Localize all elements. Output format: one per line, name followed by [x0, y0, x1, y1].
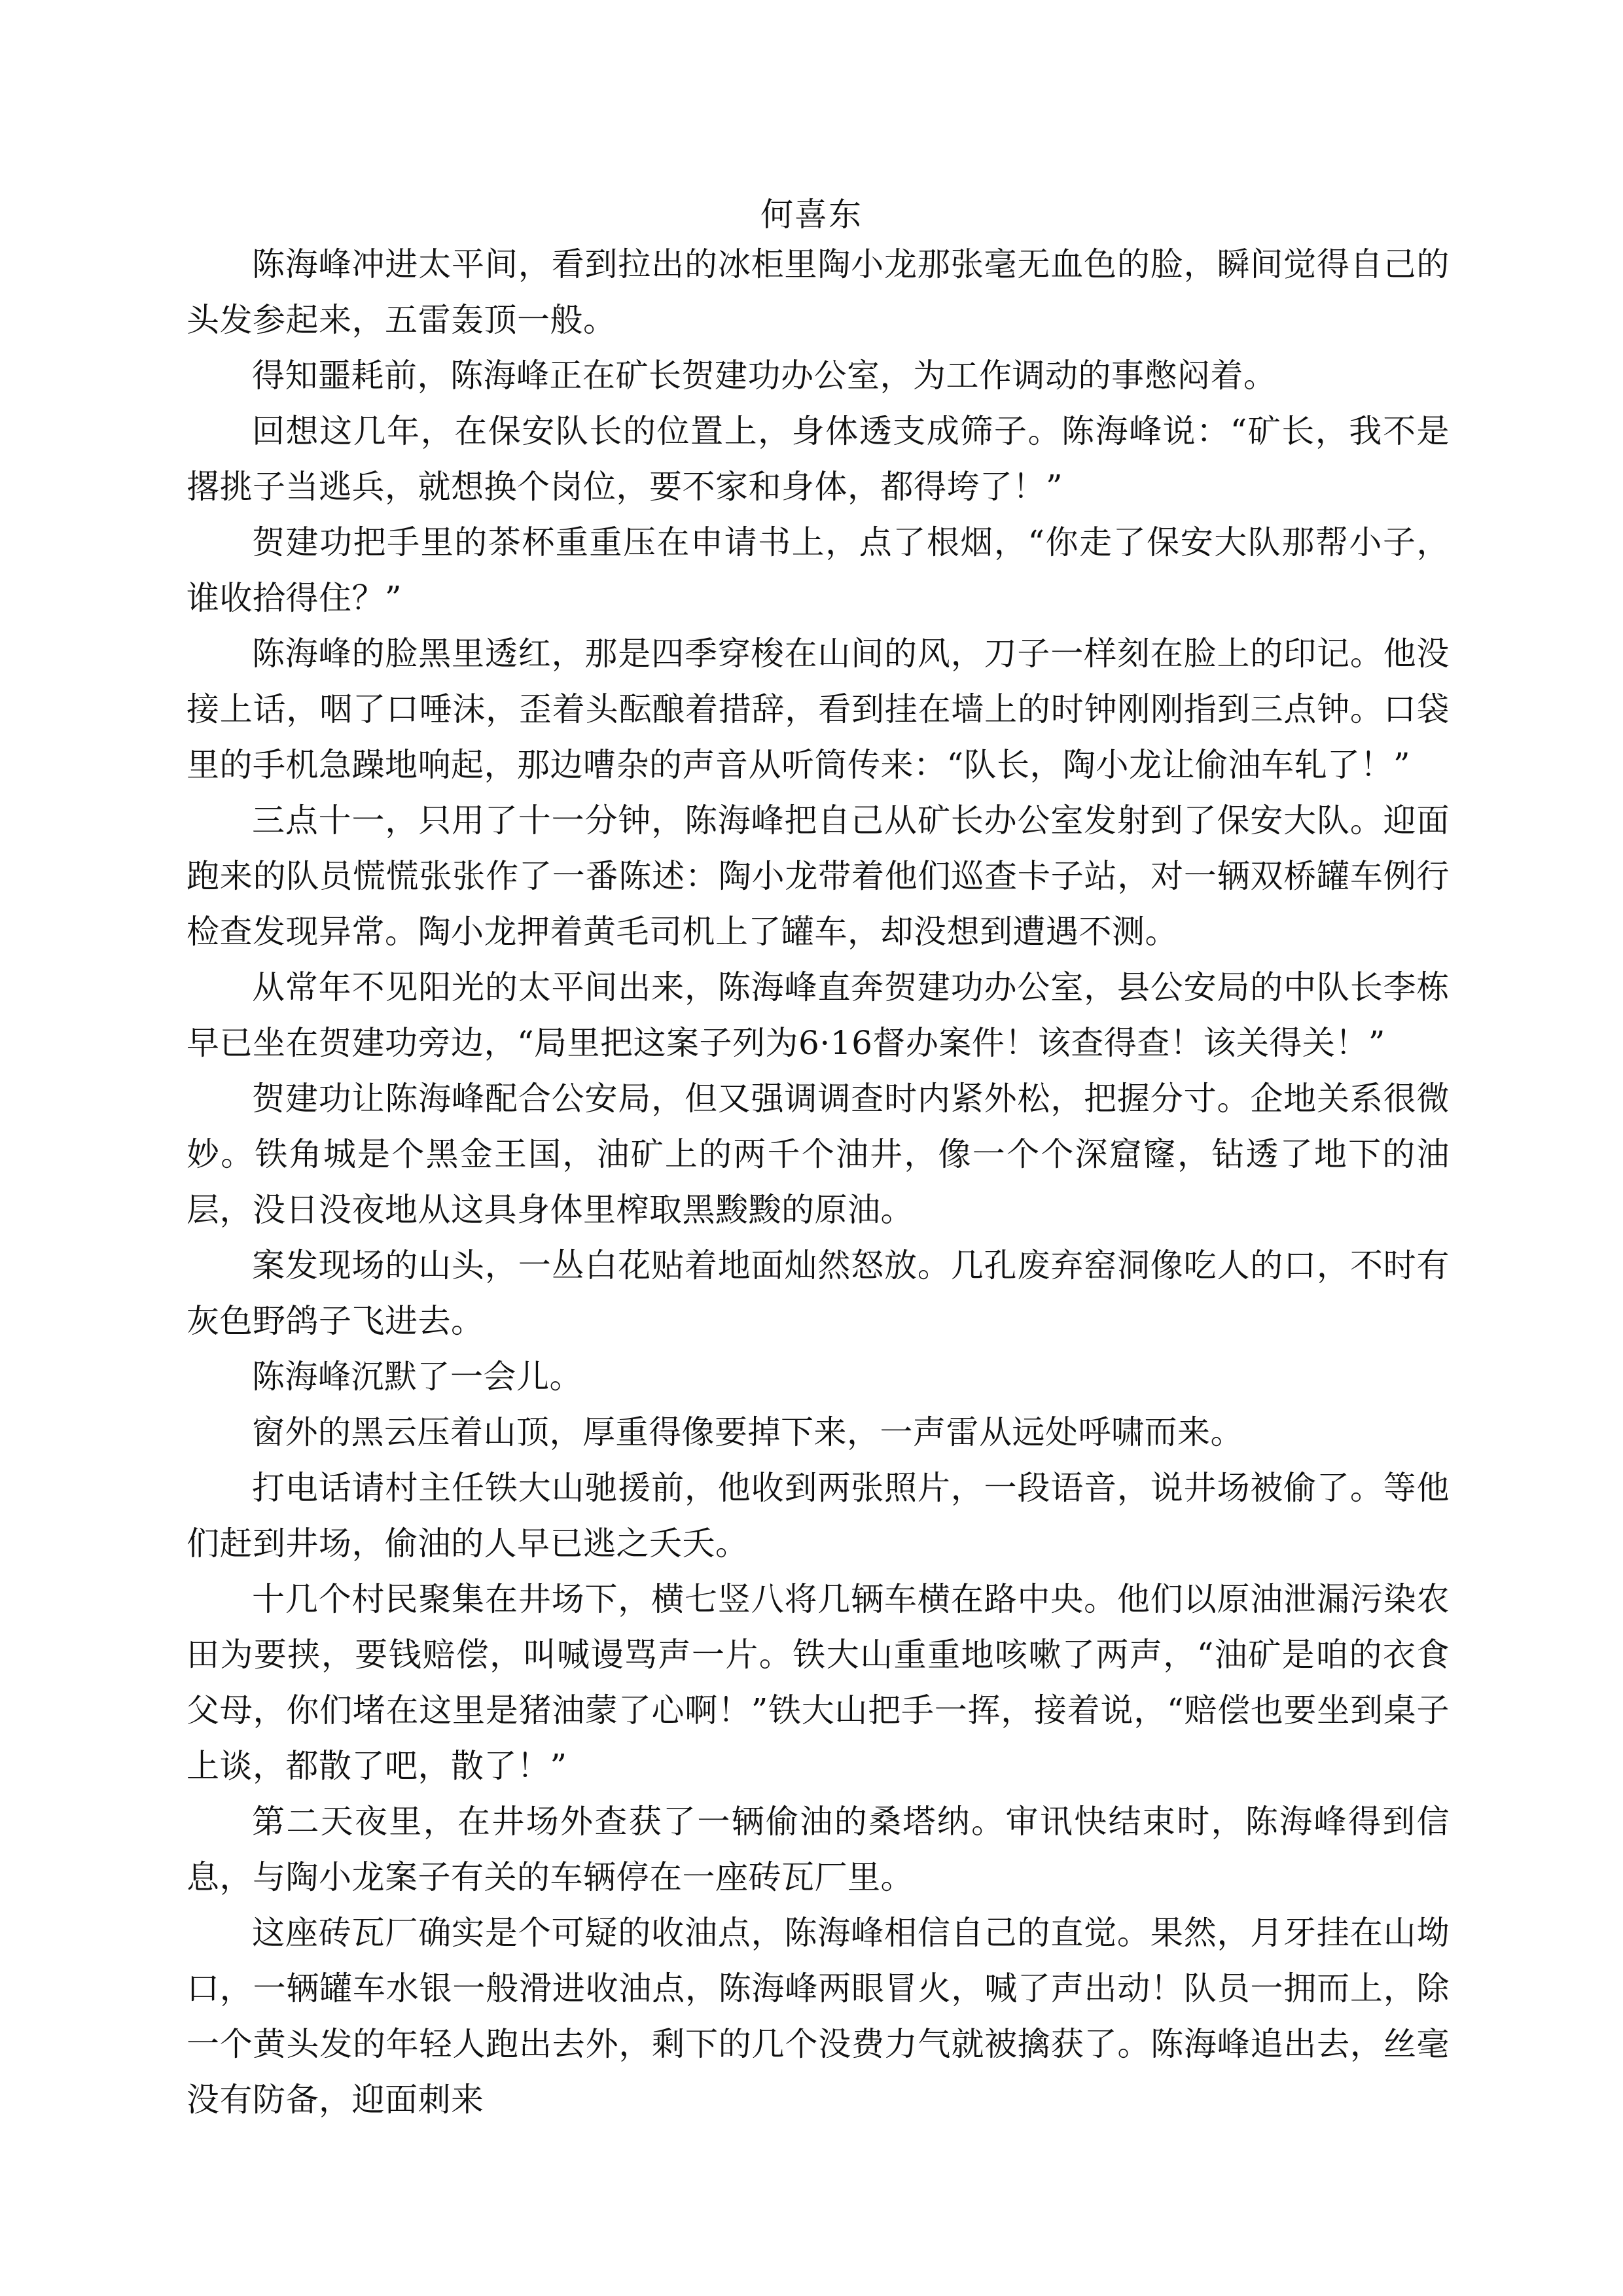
paragraph: 打电话请村主任铁大山驰援前，他收到两张照片，一段语音，说井场被偷了。等他们赶到井场，偷油的人早已逃之夭夭。 [187, 1469, 1450, 1563]
paragraph: 案发现场的山头，一丛白花贴着地面灿然怒放。几孔废弃窑洞像吃人的口，不时有灰色野鸽子飞进去。 [187, 1246, 1450, 1340]
paragraph: 第二天夜里，在井场外查获了一辆偷油的桑塔纳。审讯快结束时，陈海峰得到信息，与陶小龙案子有关的车辆停在一座砖瓦厂里。 [187, 1803, 1450, 1896]
paragraph: 陈海峰的脸黑里透红，那是四季穿梭在山间的风，刀子一样刻在脸上的印记。他没接上话，咽了口唾沫，歪着头酝酿着措辞，看到挂在墙上的时钟刚刚指到三点钟。口袋里的手机急躁地响起，那边嘈杂的声音从听筒传来：“队长，陶小龙让偷油车轧了！” [187, 635, 1450, 784]
paragraph: 窗外的黑云压着山顶，厚重得像要掉下来，一声雷从远处呼啸而来。 [252, 1413, 1243, 1451]
paragraph: 陈海峰冲进太平间，看到拉出的冰柜里陶小龙那张毫无血色的脸，瞬间觉得自己的头发参起来，五雷轰顶一般。 [187, 245, 1450, 339]
paragraph: 得知噩耗前，陈海峰正在矿长贺建功办公室，为工作调动的事憋闷着。 [252, 357, 1277, 395]
paragraph: 贺建功把手里的茶杯重重压在申请书上，点了根烟，“你走了保安大队那帮小子，谁收拾得住？” [187, 523, 1450, 617]
paragraph: 从常年不见阳光的太平间出来，陈海峰直奔贺建功办公室，县公安局的中队长李栋早已坐在贺建功旁边，“局里把这案子列为6·16督办案件！该查得查！该关得关！” [187, 968, 1450, 1062]
paragraph: 十几个村民聚集在井场下，横七竖八将几辆车横在路中央。他们以原油泄漏污染农田为要挟，要钱赔偿，叫喊谩骂声一片。铁大山重重地咳嗽了两声，“油矿是咱的衣食父母，你们堵在这里是猪油蒙了心啊！”铁大山把手一挥，接着说，“赔偿也要坐到桌子上谈，都散了吧，散了！” [187, 1580, 1450, 1785]
story-body [187, 237, 1450, 2128]
paragraph: 回想这几年，在保安队长的位置上，身体透支成筛子。陈海峰说：“矿长，我不是撂挑子当逃兵，就想换个岗位，要不家和身体，都得垮了！” [187, 412, 1450, 506]
paragraph: 这座砖瓦厂确实是个可疑的收油点，陈海峰相信自己的直觉。果然，月牙挂在山坳口，一辆罐车水银一般滑进收油点，陈海峰两眼冒火，喊了声出动！队员一拥而上，除一个黄头发的年轻人跑出去外，剩下的几个没费力气就被擒获了。陈海峰追出去，丝毫没有防备，迎面刺来 [187, 1914, 1450, 2119]
paragraph: 贺建功让陈海峰配合公安局，但又强调调查时内紧外松，把握分寸。企地关系很微妙。铁角城是个黑金王国，油矿上的两千个油井，像一个个深窟窿，钻透了地下的油层，没日没夜地从这具身体里榨取黑黢黢的原油。 [187, 1080, 1450, 1229]
paragraph: 陈海峰沉默了一会儿。 [252, 1358, 582, 1396]
paragraph: 三点十一，只用了十一分钟，陈海峰把自己从矿长办公室发射到了保安大队。迎面跑来的队员慌慌张张作了一番陈述：陶小龙带着他们巡查卡子站，对一辆双桥罐车例行检查发现异常。陶小龙押着黄毛司机上了罐车，却没想到遭遇不测。 [187, 802, 1450, 951]
author-name: 何喜东 [760, 196, 863, 234]
